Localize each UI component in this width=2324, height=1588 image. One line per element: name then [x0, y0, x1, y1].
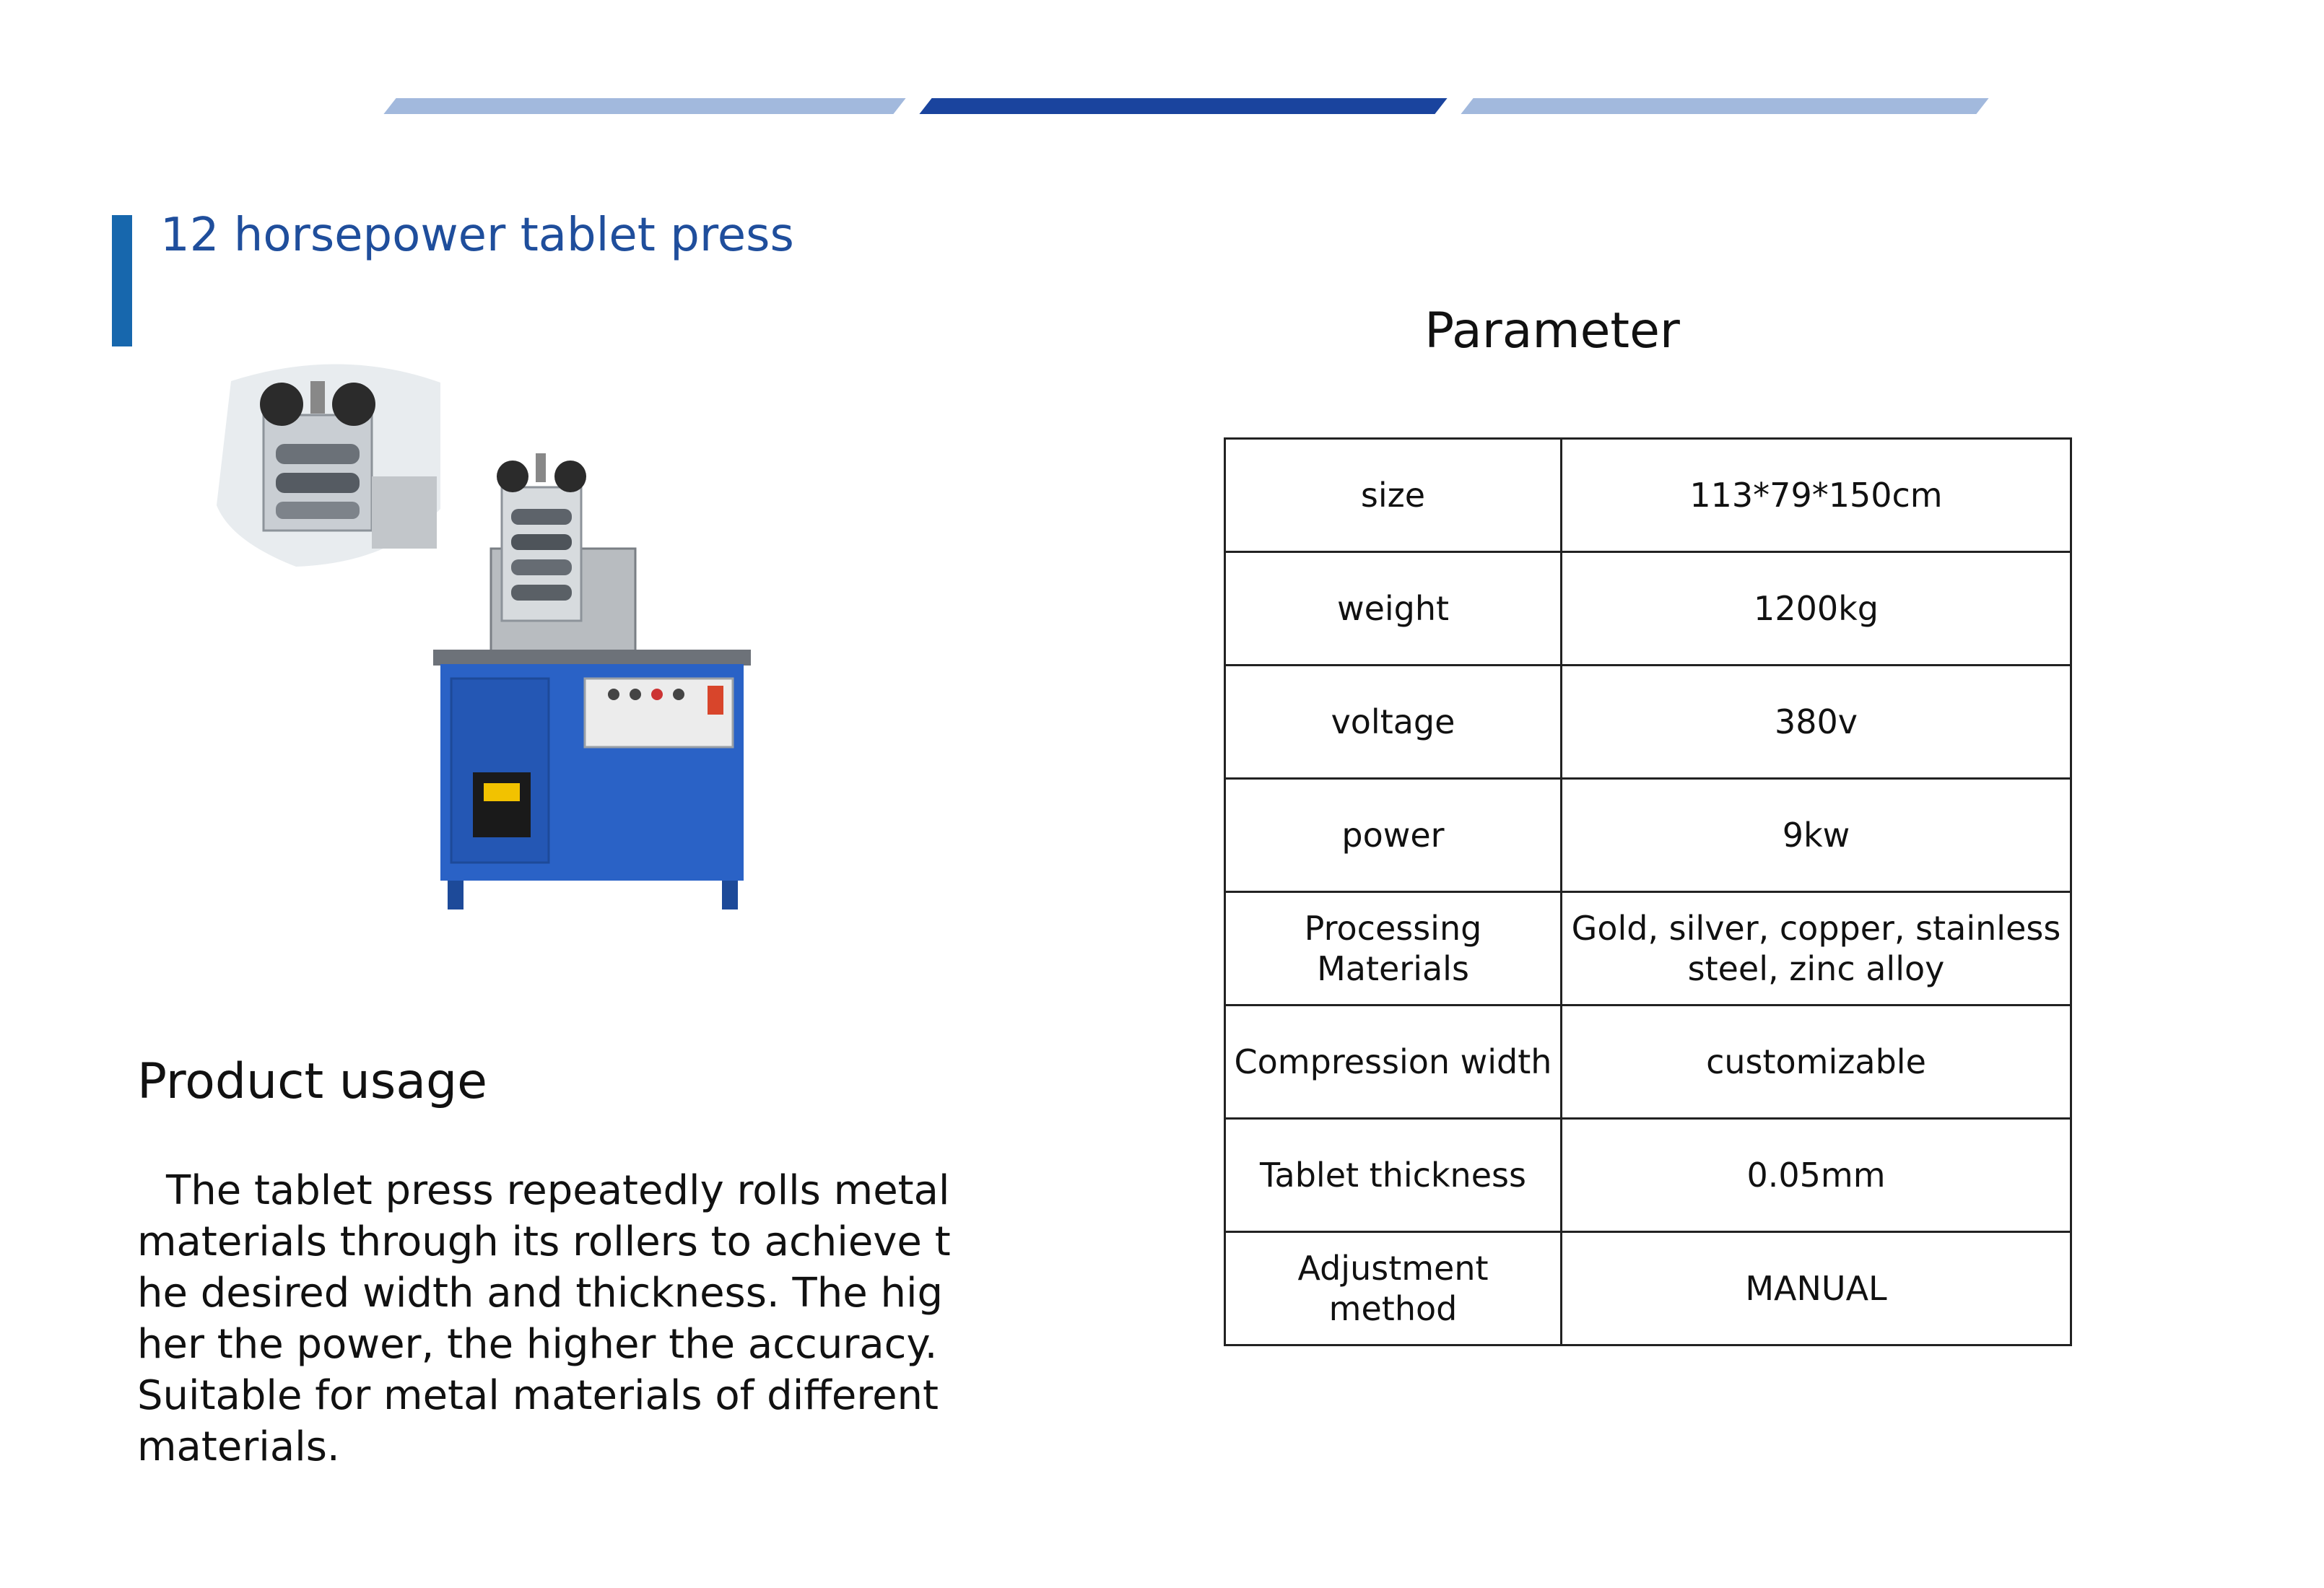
parameter-label: Tablet thickness: [1225, 1119, 1562, 1232]
parameter-row: [1225, 439, 2071, 552]
parameter-row: [1225, 666, 2071, 779]
parameter-value: 380v: [1562, 666, 2071, 779]
parameter-row: [1225, 779, 2071, 892]
parameter-label: weight: [1225, 552, 1562, 666]
header-stripe-right: [1461, 98, 1988, 114]
parameter-label: Processing Materials: [1225, 892, 1562, 1005]
parameter-row: [1225, 1005, 2071, 1119]
title-accent-bar: [112, 215, 132, 346]
tablet-press-machine-photo: [209, 361, 794, 931]
parameter-label: size: [1225, 439, 1562, 552]
parameter-row: [1225, 1232, 2071, 1345]
parameter-label: power: [1225, 779, 1562, 892]
header-stripe-center: [919, 98, 1447, 114]
parameter-value: 0.05mm: [1562, 1119, 2071, 1232]
header-stripe-left: [383, 98, 905, 114]
parameter-label: voltage: [1225, 666, 1562, 779]
parameter-value: 1200kg: [1562, 552, 2071, 666]
parameter-value: customizable: [1562, 1005, 2071, 1119]
parameter-row: [1225, 552, 2071, 666]
product-usage-text: The tablet press repeatedly rolls metal materials through its rollers to achieve the desired width and thickness. The higher the power, the higher the accuracy. Suitable for metal materials of different materials.: [137, 1167, 951, 1470]
parameter-value: MANUAL: [1562, 1232, 2071, 1345]
parameter-value: 113*79*150cm: [1562, 439, 2071, 552]
parameter-row: [1225, 1119, 2071, 1232]
parameter-value: 9kw: [1562, 779, 2071, 892]
parameter-label: Compression width: [1225, 1005, 1562, 1119]
page-title: 12 horsepower tablet press: [160, 209, 794, 262]
parameter-row: [1225, 892, 2071, 1005]
product-usage-heading: Product usage: [137, 1053, 487, 1110]
parameter-label: Adjustment method: [1225, 1232, 1562, 1345]
parameter-table: [1224, 437, 2072, 1346]
parameter-heading: Parameter: [1424, 302, 1680, 359]
parameter-value: Gold, silver, copper, stainless steel, zinc alloy: [1562, 892, 2071, 1005]
